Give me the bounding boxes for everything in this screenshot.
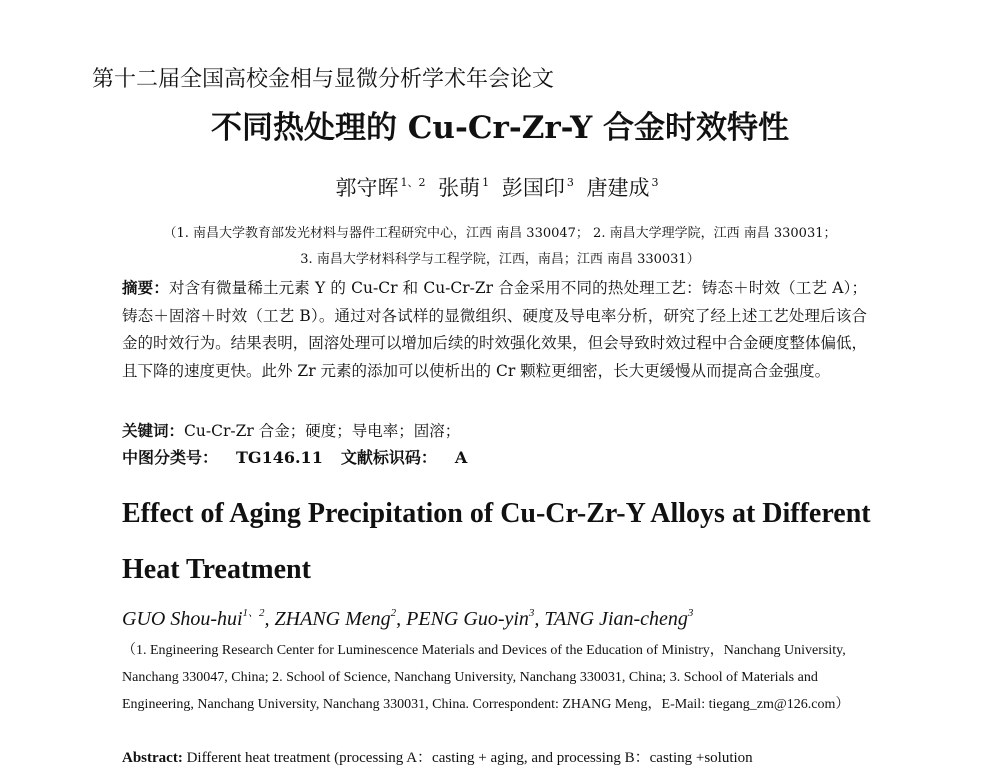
author-cn-affiliation: 1 xyxy=(482,176,490,189)
conference-header: 第十二届全国高校金相与显微分析学术年会论文 xyxy=(92,67,555,92)
author-cn-affiliation: 3 xyxy=(651,176,659,189)
abstract-en-text: Different heat treatment (processing A：casting + aging, and processing B：casting +solution xyxy=(182,750,753,766)
abstract-en-label: Abstract: xyxy=(122,750,183,766)
author-cn: 唐建成 xyxy=(586,176,650,200)
authors-chinese xyxy=(0,172,1000,202)
affiliations-chinese-line-1: （1. 南昌大学教育部发光材料与器件工程研究中心，江西 南昌 330047； 2. 南昌大学理学院，江西 南昌 330031； xyxy=(163,226,837,241)
clc-label: 中图分类号： xyxy=(122,448,219,467)
author-separator: , xyxy=(534,608,545,630)
keywords-cn-text: Cu-Cr-Zr 合金；硬度；导电率；固溶； xyxy=(184,422,461,440)
clc-code xyxy=(122,448,323,467)
abstract-cn-text: 对含有微量稀土元素 Y 的 Cu-Cr 和 Cu-Cr-Zr 合金采用不同的热处理工艺：铸态＋时效（工艺 A）；铸态＋固溶＋时效（工艺 B）。通过对各试样的显微组织、硬度及导电率分析，研究了经上述工艺处理后该合金的时效行为。结果表明，固溶处理可以增加后续的时效强化效果，但会导致时效过程中合金硬度整体偏低，且下降的速度更快。此外 Zr 元素的添加可以使析出的 Cr 颗粒更细密，长大更缓慢从而提高合金强度。 xyxy=(122,279,867,380)
author-cn: 郭守晖 xyxy=(335,176,399,200)
author-en-affiliation: 1、2 xyxy=(242,607,265,619)
doc-value: A xyxy=(454,448,468,467)
author-en: GUO Shou-hui xyxy=(122,608,243,630)
author-cn: 彭国印 xyxy=(501,176,565,200)
author-cn-affiliation: 3 xyxy=(566,176,574,189)
doc-label: 文献标识码： xyxy=(340,448,437,467)
author-cn-affiliation: 1、2 xyxy=(400,176,426,189)
abstract-chinese xyxy=(122,274,867,385)
title-chinese: 不同热处理的 Cu-Cr-Zr-Y 合金时效特性 xyxy=(210,110,790,146)
title-english: Effect of Aging Precipitation of Cu-Cr-Zr-Y Alloys at Different Heat Treatment xyxy=(122,498,871,585)
author-en-affiliation: 3 xyxy=(687,607,694,619)
clc-value: TG146.11 xyxy=(236,448,323,467)
classification-chinese xyxy=(122,445,467,468)
author-separator: , xyxy=(264,608,275,630)
abstract-cn-label: 摘要： xyxy=(122,278,169,297)
author-cn: 张萌 xyxy=(438,176,481,200)
author-en: ZHANG Meng xyxy=(274,608,391,630)
keywords-cn-label: 关键词： xyxy=(122,421,185,440)
keywords-chinese xyxy=(122,419,460,441)
author-en: PENG Guo-yin xyxy=(406,608,529,630)
abstract-english xyxy=(122,746,753,767)
author-en-affiliation: 3 xyxy=(528,607,535,619)
affiliations-chinese-line-2: 3. 南昌大学材料科学与工程学院，江西，南昌；江西 南昌 330031） xyxy=(300,252,700,267)
authors-english xyxy=(122,604,693,631)
author-en-affiliation: 2 xyxy=(390,607,397,619)
doc-code xyxy=(341,448,467,467)
affiliations-english: （1. Engineering Research Center for Luminescence Materials and Devices of the Education of Ministry，Nanchang University, Nanchang 330047, China; 2. School of Science, Nanchang University, Nanchang 330031, China; 3. School of Materials and Engineering, Nanchang University, Nanchang 330031, China. Correspondent: ZHANG Meng，E-Mail: tiegang_zm@126.com） xyxy=(122,643,850,712)
author-separator: , xyxy=(396,608,407,630)
author-en: TANG Jian-cheng xyxy=(544,608,688,630)
